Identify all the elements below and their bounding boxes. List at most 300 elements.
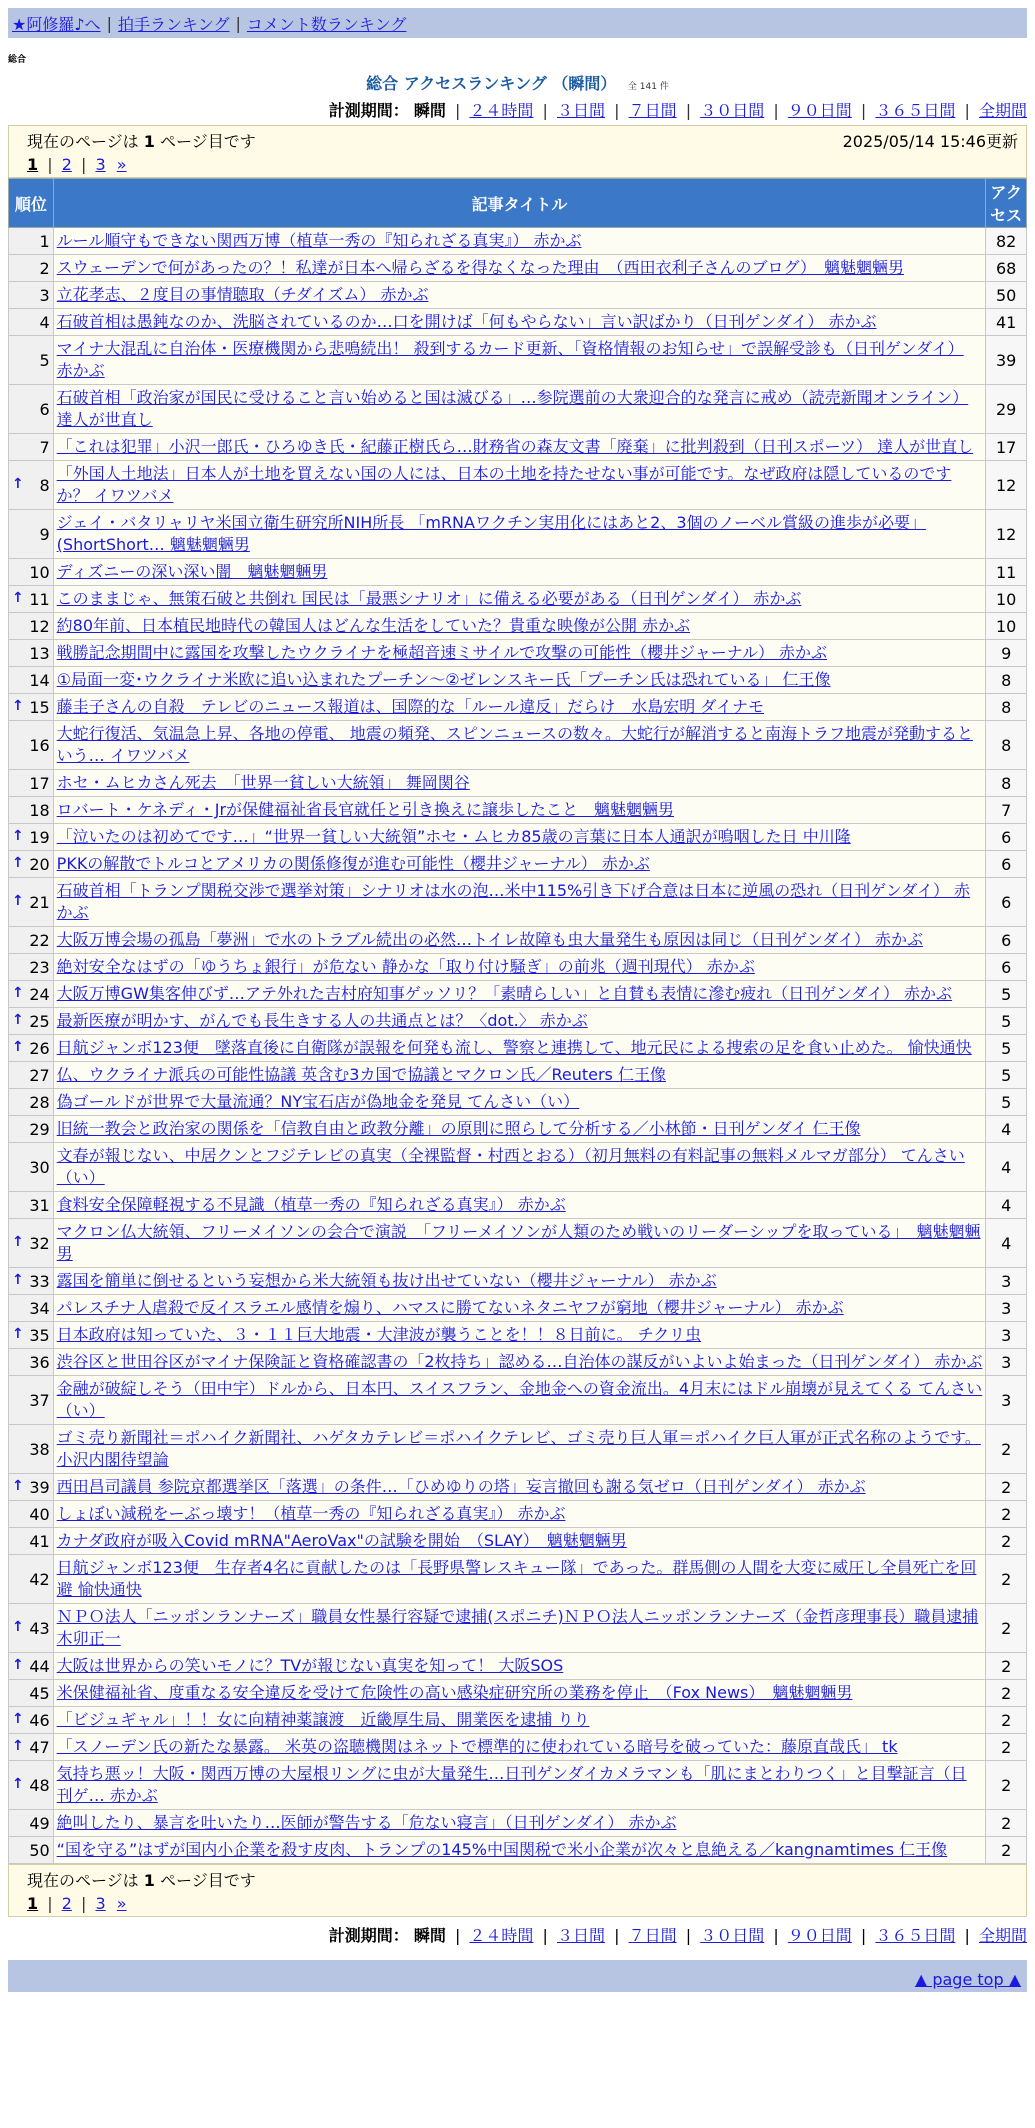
table-row: [9, 954, 1027, 981]
rank-number: 33: [29, 1271, 50, 1291]
article-link[interactable]: 「泣いたのは初めてです…」“世界一貧しい大統領”ホセ・ムヒカ85歳の言葉に日本人通訳が嗚咽した日 中川隆: [56, 827, 851, 846]
article-link[interactable]: 絶叫したり、暴言を吐いたり…医師が警告する「危ない寝言」（日刊ゲンダイ） 赤かぶ: [56, 1813, 677, 1832]
title-cell: [53, 797, 986, 824]
article-link[interactable]: ルール順守もできない関西万博（植草一秀の『知られざる真実』） 赤かぶ: [56, 231, 582, 250]
article-link[interactable]: ジェイ・バタリャリヤ米国立衛生研究所NIH所長 「mRNAワクチン実用化にはあと2、3個のノーベル賞級の進歩が必要」(ShortShort… 魑魅魍魎男: [56, 513, 927, 554]
rank-number: 24: [29, 984, 50, 1004]
access-count: 7: [986, 797, 1027, 824]
table-row: [9, 461, 1027, 510]
access-count: 6: [986, 824, 1027, 851]
period-label: 計測期間：: [328, 1926, 409, 1945]
pager-current-page: 1: [27, 155, 39, 174]
table-row: [9, 1349, 1027, 1376]
separator: |: [964, 101, 970, 120]
article-link[interactable]: 大阪は世界からの笑いモノに？TVが報じない真実を知って！ 大阪SOS: [56, 1656, 564, 1675]
article-link[interactable]: 戦勝記念期間中に露国を攻撃したウクライナを極超音速ミサイルで攻撃の可能性（櫻井ジャーナル） 赤かぶ: [56, 643, 828, 662]
table-row: [9, 981, 1027, 1008]
pager-page-2-link[interactable]: 2: [61, 1894, 72, 1913]
rank-number: 39: [29, 1477, 50, 1497]
access-count: 39: [986, 336, 1027, 385]
table-row: [9, 1528, 1027, 1555]
access-count: 11: [986, 559, 1027, 586]
article-link[interactable]: 「ビジュギャル」！！女に向精神薬譲渡 近畿厚生局、開業医を逮捕 りり: [56, 1710, 590, 1729]
article-link[interactable]: 約80年前、日本植民地時代の韓国人はどんな生活をしていた？貴重な映像が公開 赤かぶ: [56, 616, 691, 635]
period-selector-top: [8, 98, 1027, 121]
total-count: 全 141 件: [627, 82, 669, 92]
table-row: [9, 1322, 1027, 1349]
rank-cell: [9, 1680, 54, 1707]
access-count: 2: [986, 1653, 1027, 1680]
title-cell: [53, 1062, 986, 1089]
period-3d-link[interactable]: ３日間: [557, 101, 606, 120]
access-count: 5: [986, 981, 1027, 1008]
period-30d-link[interactable]: ３０日間: [700, 1926, 765, 1945]
rank-number: 32: [29, 1233, 50, 1253]
article-link[interactable]: 露国を簡単に倒せるという妄想から米大統領も抜け出せていない（櫻井ジャーナル） 赤かぶ: [56, 1271, 717, 1290]
rank-cell: [9, 434, 54, 461]
title-cell: [53, 1810, 986, 1837]
article-link[interactable]: このままじゃ、無策石破と共倒れ 国民は「最悪シナリオ」に備える必要がある（日刊ゲンダイ） 赤かぶ: [56, 589, 802, 608]
rank-cell: [9, 770, 54, 797]
table-row: [9, 510, 1027, 559]
page-status-number: 1: [143, 132, 155, 151]
link-asyura-home[interactable]: ★阿修羅♪へ: [12, 14, 101, 34]
rank-number: 2: [39, 258, 50, 278]
title-cell: [53, 1734, 986, 1761]
rank-cell: [9, 1734, 54, 1761]
period-30d-link[interactable]: ３０日間: [700, 101, 765, 120]
rank-cell: [9, 1089, 54, 1116]
breadcrumb: 総合: [8, 55, 27, 65]
pager-page-3-link[interactable]: 3: [95, 1894, 106, 1913]
article-link[interactable]: 文春が報じない、中居クンとフジテレビの真実（全裸監督・村西とおる）（初月無料の有料記事の無料メルマガ部分） てんさい（い）: [56, 1146, 965, 1187]
rank-cell: [9, 1501, 54, 1528]
article-link[interactable]: 渋谷区と世田谷区がマイナ保険証と資格確認書の「2枚持ち」認める…自治体の謀反がいよいよ始まった（日刊ゲンダイ） 赤かぶ: [56, 1352, 983, 1371]
rank-number: 3: [39, 285, 50, 305]
title-cell: [53, 559, 986, 586]
table-row: [9, 228, 1027, 255]
rank-number: 31: [29, 1195, 50, 1215]
rank-number: 1: [39, 231, 50, 251]
rank-number: 27: [29, 1065, 50, 1085]
rank-number: 29: [29, 1119, 50, 1139]
rank-number: 14: [29, 670, 50, 690]
access-count: 5: [986, 1008, 1027, 1035]
up-arrow-icon: ↑: [12, 1011, 24, 1028]
title-cell: [53, 1322, 986, 1349]
table-row: [9, 1035, 1027, 1062]
title-cell: [53, 1089, 986, 1116]
link-applause-ranking[interactable]: 拍手ランキング: [117, 14, 230, 34]
table-row: [9, 1192, 1027, 1219]
page-status: [27, 1868, 256, 1891]
title-cell: [53, 586, 986, 613]
title-cell: [53, 770, 986, 797]
article-link[interactable]: “国を守る”はずが国内小企業を殺す皮肉、トランプの145%中国関税で米小企業が次々と息絶える／kangnamtimes 仁王像: [56, 1840, 948, 1859]
rank-cell: [9, 1008, 54, 1035]
article-link[interactable]: パレスチナ人虐殺で反イスラエル感情を煽り、ハマスに勝てないネタニヤフが窮地（櫻井ジャーナル） 赤かぶ: [56, 1298, 844, 1317]
title-cell: [53, 694, 986, 721]
article-link[interactable]: 「スノーデン氏の新たな暴露。 米英の盗聴機関はネットで標準的に使われている暗号を破っていた：藤原直哉氏」 tk: [56, 1737, 898, 1756]
page-status-suffix: ページ目です: [160, 1871, 256, 1890]
rank-cell: [9, 1062, 54, 1089]
rank-number: 38: [29, 1439, 50, 1459]
title-cell: [53, 1707, 986, 1734]
rank-cell: [9, 1376, 54, 1425]
period-365d-link[interactable]: ３６５日間: [875, 1926, 956, 1945]
title-cell: [53, 1268, 986, 1295]
up-arrow-icon: ↑: [12, 1775, 24, 1792]
rank-cell: [9, 721, 54, 770]
table-row: [9, 1734, 1027, 1761]
separator: |: [685, 1926, 692, 1945]
access-count: 4: [986, 1143, 1027, 1192]
article-link[interactable]: 石破首相「トランプ関税交渉で選挙対策」シナリオは水の泡…米中115%引き下げ合意は日本に逆風の恐れ（日刊ゲンダイ） 赤かぶ: [56, 881, 971, 922]
title-cell: [53, 255, 986, 282]
pager-next-link[interactable]: »: [116, 155, 127, 174]
table-row: [9, 640, 1027, 667]
pager-bottom: [8, 1864, 1027, 1917]
rank-number: 26: [29, 1038, 50, 1058]
pager-top: [8, 125, 1027, 178]
rank-number: 15: [29, 697, 50, 717]
title-cell: [53, 927, 986, 954]
access-count: 4: [986, 1192, 1027, 1219]
title-cell: [53, 228, 986, 255]
title-cell: [53, 1501, 986, 1528]
article-link[interactable]: ディズニーの深い深い闇 魑魅魍魎男: [56, 562, 328, 581]
up-arrow-icon: ↑: [12, 854, 24, 871]
up-arrow-icon: ↑: [12, 984, 24, 1001]
table-row: [9, 586, 1027, 613]
article-link[interactable]: 「外国人土地法」日本人が土地を買えない国の人には、日本の土地を持たせない事が可能です。なぜ政府は隠しているのですか？ イワツバメ: [56, 464, 952, 505]
title-cell: [53, 309, 986, 336]
article-link[interactable]: ロバート・ケネディ・Jrが保健福祉省長官就任と引き換えに譲歩したこと 魑魅魍魎男: [56, 800, 675, 819]
access-count: 2: [986, 1528, 1027, 1555]
period-current: 瞬間: [413, 101, 446, 120]
rank-number: 30: [29, 1157, 50, 1177]
access-count: 10: [986, 586, 1027, 613]
period-label: 計測期間：: [328, 101, 409, 120]
separator: |: [614, 1926, 620, 1945]
access-count: 50: [986, 282, 1027, 309]
access-count: 5: [986, 1035, 1027, 1062]
page-status-prefix: 現在のページは: [27, 1871, 139, 1890]
article-link[interactable]: 仏、ウクライナ派兵の可能性協議 英含む3カ国で協議とマクロン氏／Reuters 仁王像: [56, 1065, 666, 1084]
article-link[interactable]: 食料安全保障軽視する不見識（植草一秀の『知られざる真実』） 赤かぶ: [56, 1195, 566, 1214]
period-90d-link[interactable]: ９０日間: [787, 101, 852, 120]
article-link[interactable]: ホセ・ムヒカさん死去 「世界一貧しい大統領」 舞岡関谷: [56, 773, 470, 792]
rank-cell: [9, 510, 54, 559]
article-link[interactable]: 最新医療が明かす、がんでも長生きする人の共通点とは？〈dot.〉 赤かぶ: [56, 1011, 588, 1030]
rank-cell: [9, 1604, 54, 1653]
up-arrow-icon: ↑: [12, 1325, 24, 1342]
up-arrow-icon: ↑: [12, 1618, 24, 1635]
article-link[interactable]: マイナ大混乱に自治体・医療機関から悲鳴続出！ 殺到するカード更新、「資格情報のお知らせ」で誤解受診も（日刊ゲンダイ） 赤かぶ: [56, 339, 964, 380]
rank-number: 45: [29, 1683, 50, 1703]
rank-number: 25: [29, 1011, 50, 1031]
up-arrow-icon: ↑: [12, 1737, 24, 1754]
rank-number: 20: [29, 854, 50, 874]
rank-cell: [9, 1425, 54, 1474]
period-7d-link[interactable]: ７日間: [628, 101, 677, 120]
separator: |: [773, 101, 779, 120]
article-link[interactable]: しょぼい減税をーぶっ壊す！（植草一秀の『知られざる真実』） 赤かぶ: [56, 1504, 566, 1523]
rank-number: 49: [29, 1813, 50, 1833]
title-cell: [53, 981, 986, 1008]
access-count: 5: [986, 1089, 1027, 1116]
rank-number: 11: [29, 589, 50, 609]
rank-cell: [9, 824, 54, 851]
rank-cell: [9, 1707, 54, 1734]
article-link[interactable]: 米保健福祉省、度重なる安全違反を受けて危険性の高い感染症研究所の業務を停止 （Fox News） 魑魅魍魎男: [56, 1683, 853, 1702]
title-cell: [53, 1425, 986, 1474]
article-link[interactable]: 金融が破綻しそう（田中宇）ドルから、日本円、スイスフラン、金地金への資金流出。4月末にはドル崩壊が見えてくる てんさい（い）: [56, 1379, 983, 1420]
access-count: 2: [986, 1501, 1027, 1528]
title-cell: [53, 510, 986, 559]
title-cell: [53, 1192, 986, 1219]
up-arrow-icon: ↑: [12, 1271, 24, 1288]
separator: |: [106, 13, 112, 33]
article-link[interactable]: 旧統一教会と政治家の関係を「信教自由と政教分離」の原則に照らして分析する／小林節・日刊ゲンダイ 仁王像: [56, 1119, 861, 1138]
access-count: 8: [986, 770, 1027, 797]
pager-next-link[interactable]: »: [116, 1894, 127, 1913]
link-comment-ranking[interactable]: コメント数ランキング: [246, 14, 407, 34]
article-link[interactable]: 偽ゴールドが世界で大量流通？NY宝石店が偽地金を発見 てんさい（い）: [56, 1092, 580, 1111]
table-row: [9, 1376, 1027, 1425]
rank-number: 34: [29, 1298, 50, 1318]
article-link[interactable]: カナダ政府が吸入Covid mRNA"AeroVax"の試験を開始 （SLAY） 魑魅魍魎男: [56, 1531, 627, 1550]
page-status-suffix: ページ目です: [160, 132, 256, 151]
table-row: [9, 1008, 1027, 1035]
page-status-prefix: 現在のページは: [27, 132, 139, 151]
rank-cell: [9, 1528, 54, 1555]
article-link[interactable]: ①局面一変･ウクライナ米欧に追い込まれたプーチン～②ゼレンスキー氏「プーチン氏は恐れている」 仁王像: [56, 670, 831, 689]
article-link[interactable]: 大阪万博会場の孤島「夢洲」で水のトラブル続出の必然…トイレ故障も虫大量発生も原因は同じ（日刊ゲンダイ） 赤かぶ: [56, 930, 924, 949]
access-count: 3: [986, 1268, 1027, 1295]
separator: |: [81, 155, 87, 174]
rank-number: 36: [29, 1352, 50, 1372]
rank-cell: [9, 797, 54, 824]
rank-number: 16: [29, 735, 50, 755]
table-row: [9, 309, 1027, 336]
article-link[interactable]: 日航ジャンボ123便 墜落直後に自衛隊が誤報を何発も流し、警察と連携して、地元民による捜索の足を食い止めた。 愉快通快: [56, 1038, 972, 1057]
access-count: 8: [986, 721, 1027, 770]
rank-number: 43: [29, 1618, 50, 1638]
access-column-header: アクセス: [986, 179, 1027, 228]
rank-cell: [9, 640, 54, 667]
table-row: [9, 559, 1027, 586]
pager-page-3-link[interactable]: 3: [95, 155, 106, 174]
rank-number: 8: [39, 475, 50, 495]
table-row: [9, 878, 1027, 927]
article-link[interactable]: 日本政府は知っていた、３・１１巨大地震・大津波が襲うことを！！８日前に。 チクリ虫: [56, 1325, 702, 1344]
rank-cell: [9, 1219, 54, 1268]
title-cell: [53, 1116, 986, 1143]
article-link[interactable]: ＮＰＯ法人「ニッポンランナーズ」職員女性暴行容疑で逮捕(スポニチ)ＮＰＯ法人ニッポンランナーズ（金哲彦理事長）職員逮捕 木卯正一: [56, 1607, 979, 1648]
title-cell: [53, 1555, 986, 1604]
table-row: [9, 282, 1027, 309]
rank-number: 9: [39, 524, 50, 544]
up-arrow-icon: ↑: [12, 1233, 24, 1250]
separator: |: [542, 101, 548, 120]
title-cell: [53, 1219, 986, 1268]
separator: |: [81, 1894, 87, 1913]
title-cell: [53, 613, 986, 640]
rank-number: 41: [29, 1531, 50, 1551]
title-cell: [53, 385, 986, 434]
page-title: [0, 71, 1035, 94]
title-cell: [53, 282, 986, 309]
title-cell: [53, 667, 986, 694]
rank-cell: [9, 1761, 54, 1810]
period-365d-link[interactable]: ３６５日間: [875, 101, 956, 120]
period-24h-link[interactable]: ２４時間: [469, 101, 534, 120]
table-row: [9, 1143, 1027, 1192]
table-row: [9, 1604, 1027, 1653]
table-row: [9, 797, 1027, 824]
period-7d-link[interactable]: ７日間: [628, 1926, 677, 1945]
rank-cell: [9, 559, 54, 586]
separator: |: [614, 101, 620, 120]
article-link[interactable]: 藤圭子さんの自殺 テレビのニュース報道は、国際的な「ルール違反」だらけ 水島宏明 ダイナモ: [56, 697, 764, 716]
rank-column-header: 順位: [9, 179, 54, 228]
rank-number: 50: [29, 1840, 50, 1860]
article-link[interactable]: ゴミ売り新聞社＝ポハイク新聞社、ハゲタカテレビ＝ポハイクテレビ、ゴミ売り巨人軍＝ポハイク巨人軍が正式名称のようです。 小沢内閣待望論: [56, 1428, 981, 1469]
up-arrow-icon: ↑: [12, 697, 24, 714]
period-all-link[interactable]: 全期間: [978, 1926, 1027, 1945]
access-count: 12: [986, 510, 1027, 559]
rank-number: 4: [39, 312, 50, 332]
access-count: 2: [986, 1425, 1027, 1474]
page-top-link[interactable]: ▲ page top ▲: [914, 1970, 1021, 1989]
period-current: 瞬間: [413, 1926, 446, 1945]
article-link[interactable]: 石破首相は愚鈍なのか、洗脳されているのか…口を開けば「何もやらない」言い訳ばかり（日刊ゲンダイ） 赤かぶ: [56, 312, 877, 331]
table-row: [9, 434, 1027, 461]
article-link[interactable]: 気持ち悪ッ！大阪・関西万博の大屋根リングに虫が大量発生…日刊ゲンダイカメラマンも「肌にまとわりつく」と目撃証言（日刊ゲ… 赤かぶ: [56, 1764, 967, 1805]
up-arrow-icon: ↑: [12, 1710, 24, 1727]
up-arrow-icon: ↑: [12, 892, 24, 909]
title-cell: [53, 878, 986, 927]
article-link[interactable]: 大蛇行復活、気温急上昇、各地の停電、 地震の頻発、スピンニュースの数々。大蛇行が解消すると南海トラフ地震が発動するという… イワツバメ: [56, 724, 973, 765]
access-count: 6: [986, 954, 1027, 981]
rank-cell: [9, 1295, 54, 1322]
title-cell: [53, 1528, 986, 1555]
access-count: 2: [986, 1604, 1027, 1653]
up-arrow-icon: ↑: [12, 589, 24, 606]
separator: |: [773, 1926, 779, 1945]
rank-cell: [9, 1035, 54, 1062]
title-cell: [53, 1761, 986, 1810]
table-row: [9, 1425, 1027, 1474]
table-row: [9, 1810, 1027, 1837]
rank-cell: [9, 1268, 54, 1295]
rank-number: 17: [29, 773, 50, 793]
table-row: [9, 694, 1027, 721]
rank-cell: [9, 255, 54, 282]
access-count: 41: [986, 309, 1027, 336]
title-cell: [53, 1143, 986, 1192]
table-row: [9, 255, 1027, 282]
separator: |: [964, 1926, 970, 1945]
title-cell: [53, 851, 986, 878]
rank-number: 18: [29, 800, 50, 820]
article-link[interactable]: PKKの解散でトルコとアメリカの関係修復が進む可能性（櫻井ジャーナル） 赤かぶ: [56, 854, 650, 873]
article-link[interactable]: 立花孝志、２度目の事情聴取（チダイズム） 赤かぶ: [56, 285, 429, 304]
access-count: 4: [986, 1219, 1027, 1268]
rank-cell: [9, 1322, 54, 1349]
rank-cell: [9, 954, 54, 981]
pager-page-2-link[interactable]: 2: [61, 155, 72, 174]
separator: |: [542, 1926, 548, 1945]
rank-cell: [9, 1474, 54, 1501]
rank-cell: [9, 851, 54, 878]
rank-number: 6: [39, 399, 50, 419]
access-count: 2: [986, 1734, 1027, 1761]
period-all-link[interactable]: 全期間: [978, 101, 1027, 120]
rank-number: 46: [29, 1710, 50, 1730]
rank-number: 44: [29, 1656, 50, 1676]
title-cell: [53, 434, 986, 461]
period-90d-link[interactable]: ９０日間: [787, 1926, 852, 1945]
table-row: [9, 1707, 1027, 1734]
rank-cell: [9, 1653, 54, 1680]
separator: |: [860, 101, 867, 120]
article-link[interactable]: 西田昌司議員 参院京都選挙区「落選」の条件…「ひめゆりの塔」妄言撤回も謝る気ゼロ（日刊ゲンダイ） 赤かぶ: [56, 1477, 866, 1496]
title-cell: [53, 1680, 986, 1707]
title-column-header: 記事タイトル: [53, 179, 986, 228]
period-3d-link[interactable]: ３日間: [557, 1926, 606, 1945]
rank-cell: [9, 1837, 54, 1864]
rank-number: 19: [29, 827, 50, 847]
access-count: 8: [986, 694, 1027, 721]
article-link[interactable]: マクロン仏大統領、フリーメイソンの会合で演説 「フリーメイソンが人類のため戦いのリーダーシップを取っている」 魑魅魍魎男: [56, 1222, 981, 1263]
table-row: [9, 851, 1027, 878]
rank-cell: [9, 461, 54, 510]
access-count: 2: [986, 1474, 1027, 1501]
table-row: [9, 824, 1027, 851]
article-link[interactable]: スウェーデンで何があったの？！私達が日本へ帰らざるを得なくなった理由 （西田衣利子さんのブログ） 魑魅魍魎男: [56, 258, 905, 277]
access-count: 29: [986, 385, 1027, 434]
article-link[interactable]: 石破首相「政治家が国民に受けること言い始めると国は滅びる」…参院選前の大衆迎合的な発言に戒め（読売新聞オンライン） 達人が世直し: [56, 388, 969, 429]
table-row: [9, 1837, 1027, 1864]
up-arrow-icon: ↑: [12, 475, 24, 492]
rank-number: 5: [39, 350, 50, 370]
article-link[interactable]: 「これは犯罪」小沢一郎氏・ひろゆき氏・紀藤正樹氏ら…財務省の森友文書「廃棄」に批判殺到（日刊スポーツ） 達人が世直し: [56, 437, 974, 456]
ranking-table: [8, 178, 1027, 1864]
title-cell: [53, 336, 986, 385]
article-link[interactable]: 大阪万博GW集客伸びず…アテ外れた吉村府知事ゲッソリ？「素晴らしい」と自賛も表情に滲む疲れ（日刊ゲンダイ） 赤かぶ: [56, 984, 953, 1003]
rank-cell: [9, 228, 54, 255]
up-arrow-icon: ↑: [12, 827, 24, 844]
access-count: 2: [986, 1707, 1027, 1734]
access-count: 5: [986, 1062, 1027, 1089]
title-cell: [53, 954, 986, 981]
article-link[interactable]: 日航ジャンボ123便 生存者4名に貢献したのは「長野県警レスキュー隊」であった。群馬側の人間を大変に威圧し全員死亡を回避 愉快通快: [56, 1558, 977, 1599]
table-row: [9, 336, 1027, 385]
rank-cell: [9, 1116, 54, 1143]
separator: |: [235, 13, 241, 33]
updated-timestamp: 2025/05/14 15:46更新: [842, 132, 1018, 151]
period-24h-link[interactable]: ２４時間: [469, 1926, 534, 1945]
rank-number: 40: [29, 1504, 50, 1524]
rank-number: 13: [29, 643, 50, 663]
separator: |: [860, 1926, 867, 1945]
rank-number: 28: [29, 1092, 50, 1112]
table-row: [9, 1501, 1027, 1528]
article-link[interactable]: 絶対安全なはずの「ゆうちょ銀行」が危ない 静かな「取り付け騒ぎ」の前兆（週刊現代） 赤かぶ: [56, 957, 755, 976]
rank-cell: [9, 1349, 54, 1376]
